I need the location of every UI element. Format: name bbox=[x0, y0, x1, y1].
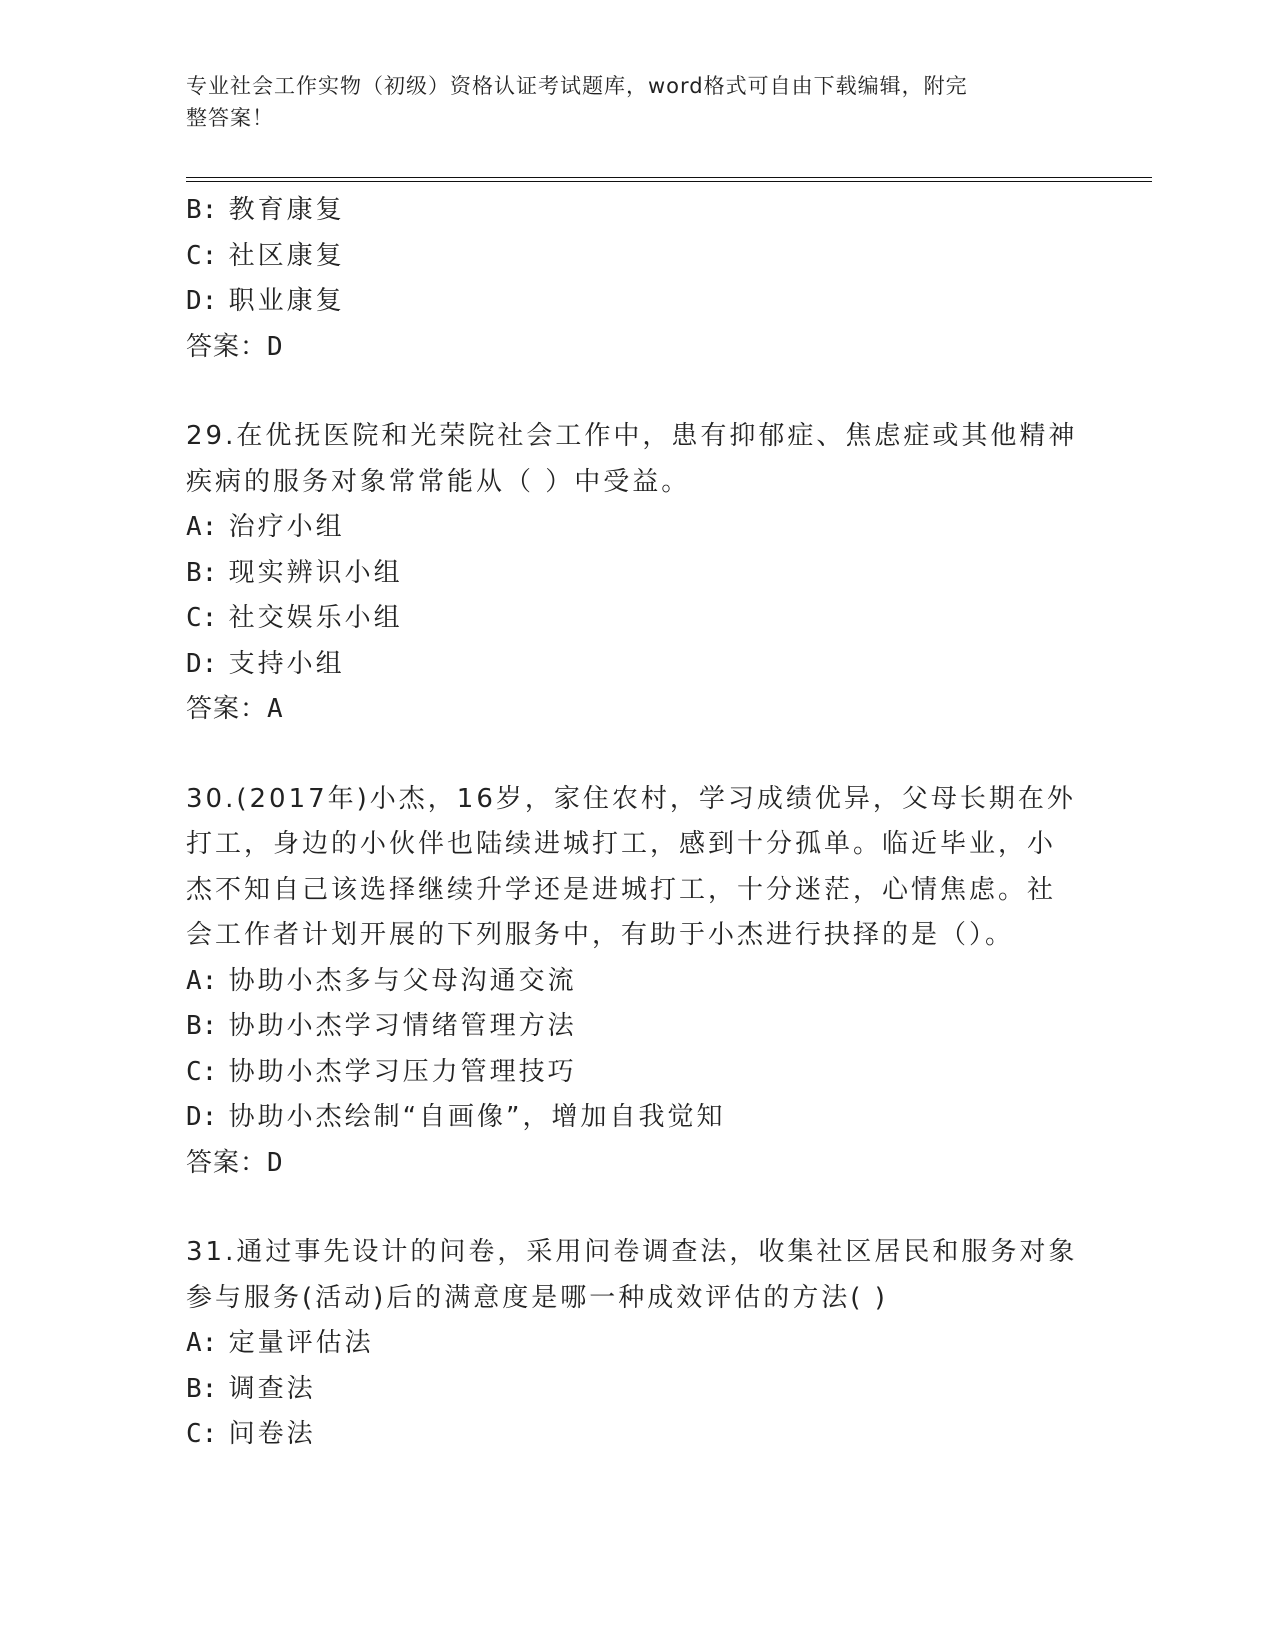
option-text: 定量评估法 bbox=[228, 1328, 374, 1358]
option-text: 调查法 bbox=[228, 1373, 316, 1404]
option-letter: D: bbox=[186, 286, 218, 316]
answer-label: 答案： bbox=[186, 331, 268, 362]
question-text-line: 30.(2017年)小杰，16岁，家住农村，学习成绩优异，父母长期在外 bbox=[186, 783, 1076, 814]
answer-label: 答案： bbox=[186, 1147, 268, 1178]
answer-line bbox=[186, 1141, 1086, 1187]
header-rule-top bbox=[186, 177, 1152, 178]
option-letter: A: bbox=[186, 1328, 218, 1358]
option-d bbox=[186, 1095, 1086, 1141]
question-content bbox=[186, 188, 1086, 1458]
option-b bbox=[186, 1004, 1086, 1050]
option-text: 现实辨识小组 bbox=[228, 557, 403, 588]
question-text-line: 杰不知自己该选择继续升学还是进城打工，十分迷茫，心情焦虑。社 bbox=[186, 874, 1057, 905]
option-letter: B: bbox=[186, 1011, 218, 1041]
option-b bbox=[186, 1367, 1086, 1413]
option-letter: B: bbox=[186, 557, 218, 588]
answer-line bbox=[186, 325, 1086, 371]
option-letter: B: bbox=[186, 195, 218, 225]
answer-label: 答案： bbox=[186, 694, 268, 724]
question-text-line: 31.通过事先设计的问卷，采用问卷调查法，收集社区居民和服务对象 bbox=[186, 1237, 1078, 1267]
option-a bbox=[186, 959, 1086, 1005]
answer-line bbox=[186, 687, 1086, 733]
option-text: 协助小杰学习情绪管理方法 bbox=[228, 1011, 577, 1041]
option-text: 协助小杰学习压力管理技巧 bbox=[228, 1056, 577, 1087]
question-31 bbox=[186, 1230, 1086, 1458]
option-text: 支持小组 bbox=[228, 648, 345, 679]
option-letter: A: bbox=[186, 512, 218, 542]
option-text: 协助小杰多与父母沟通交流 bbox=[228, 965, 577, 996]
option-d bbox=[186, 642, 1086, 688]
header-line-1: 专业社会工作实物（初级）资格认证考试题库，word格式可自由下载编辑，附完 bbox=[186, 74, 968, 98]
page-header bbox=[186, 70, 1066, 134]
answer-value: A bbox=[267, 694, 283, 724]
option-c bbox=[186, 1412, 1086, 1458]
option-a bbox=[186, 1321, 1086, 1367]
option-text: 社交娱乐小组 bbox=[228, 603, 403, 633]
option-letter: D: bbox=[186, 648, 218, 679]
header-rule-bottom bbox=[186, 181, 1152, 182]
option-letter: B: bbox=[186, 1373, 218, 1404]
option-text: 社区康复 bbox=[228, 240, 345, 271]
option-letter: C: bbox=[186, 240, 218, 271]
option-text: 治疗小组 bbox=[228, 512, 345, 542]
option-text: 职业康复 bbox=[228, 286, 345, 316]
option-b bbox=[186, 551, 1086, 597]
option-letter: C: bbox=[186, 603, 218, 633]
option-c bbox=[186, 1050, 1086, 1096]
option-c bbox=[186, 234, 1086, 280]
question-30 bbox=[186, 777, 1086, 1187]
option-d bbox=[186, 279, 1086, 325]
question-29 bbox=[186, 414, 1086, 733]
option-a bbox=[186, 505, 1086, 551]
question-text-line: 打工，身边的小伙伴也陆续进城打工，感到十分孤单。临近毕业，小 bbox=[186, 829, 1057, 859]
option-letter: A: bbox=[186, 965, 218, 996]
question-text-line: 会工作者计划开展的下列服务中，有助于小杰进行抉择的是（）。 bbox=[186, 920, 1015, 950]
question-text-line: 29.在优抚医院和光荣院社会工作中，患有抑郁症、焦虑症或其他精神 bbox=[186, 421, 1078, 451]
option-letter: D: bbox=[186, 1102, 218, 1132]
question-28 bbox=[186, 188, 1086, 370]
option-text: 协助小杰绘制“自画像”，增加自我觉知 bbox=[228, 1102, 726, 1132]
option-letter: C: bbox=[186, 1419, 218, 1449]
option-c bbox=[186, 596, 1086, 642]
question-text-line: 参与服务(活动)后的满意度是哪一种成效评估的方法( ) bbox=[186, 1282, 888, 1313]
answer-value: D bbox=[267, 331, 283, 362]
header-line-2: 整答案！ bbox=[186, 106, 274, 130]
option-text: 教育康复 bbox=[228, 195, 345, 225]
answer-value: D bbox=[267, 1147, 283, 1178]
option-letter: C: bbox=[186, 1056, 218, 1087]
option-b bbox=[186, 188, 1086, 234]
question-text-line: 疾病的服务对象常常能从（ ）中受益。 bbox=[186, 466, 691, 497]
option-text: 问卷法 bbox=[228, 1419, 316, 1449]
